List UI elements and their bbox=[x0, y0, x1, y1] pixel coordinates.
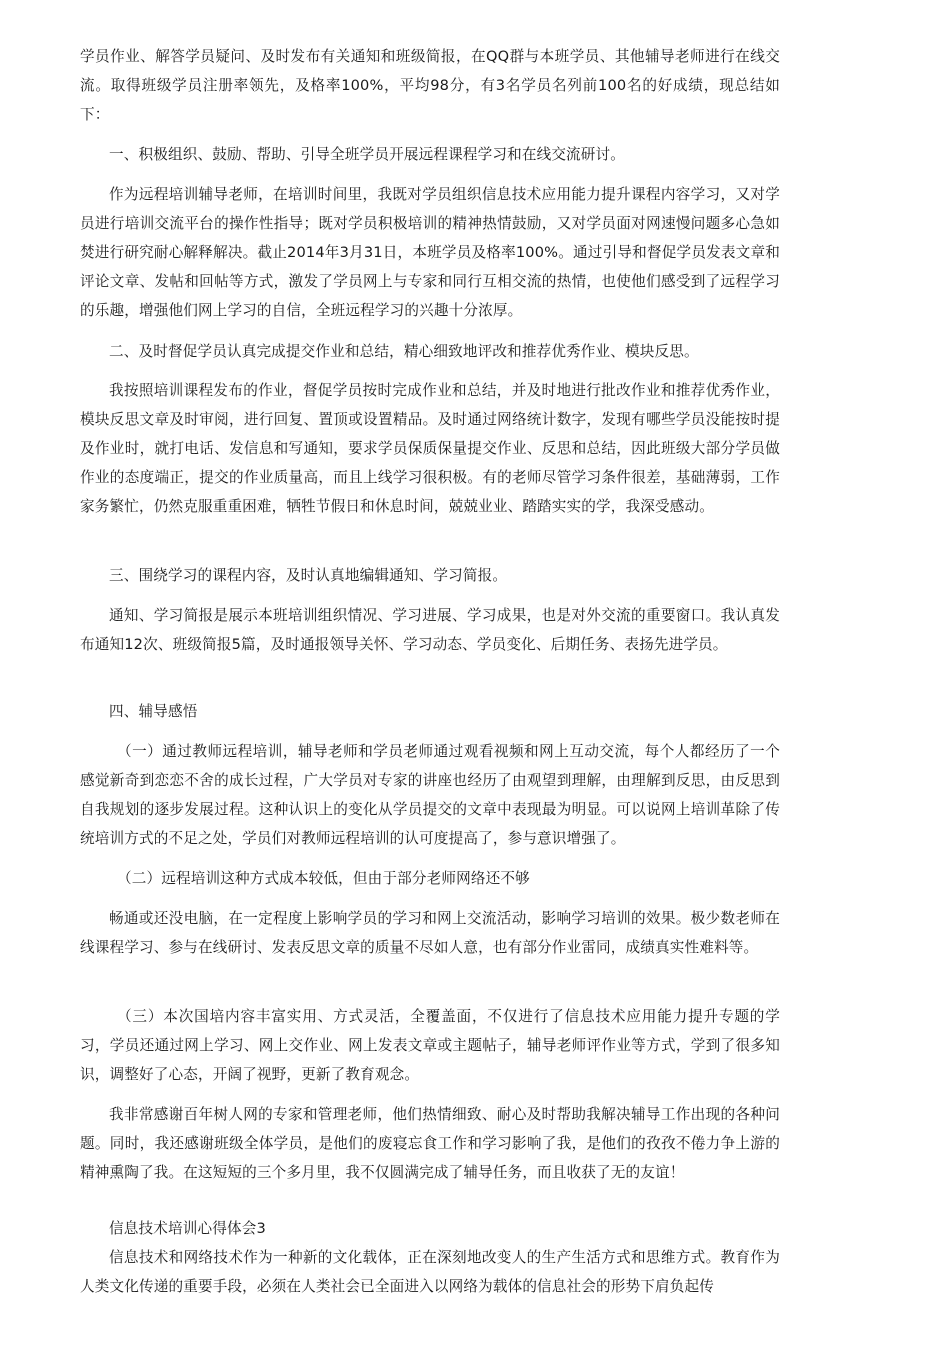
paragraph-section-1-body: 作为远程培训辅导老师，在培训时间里，我既对学员组织信息技术应用能力提升课程内容学习，又对学员进行培训交流平台的操作性指导；既对学员积极培训的精神热情鼓励，又对学员面对网速慢问题多心急如焚进行研究耐心解释解决。截止2014年3月31日，本班学员及格率100%。通过引导和督促学员发表文章和评论文章、发帖和回帖等方式，激发了学员网上与专家和同行互相交流的热情，也使他们感受到了远程学习的乐趣，增强他们网上学习的自信，全班远程学习的兴趣十分浓厚。 bbox=[80, 186, 780, 319]
paragraph-article-3-intro: 信息技术和网络技术作为一种新的文化载体，正在深刻地改变人的生产生活方式和思维方式。教育作为人类文化传递的重要手段，必须在人类社会已全面进入以网络为载体的信息社会的形势下肩负起传 bbox=[80, 1249, 780, 1295]
paragraph-insight-2-body: 畅通或还没电脑，在一定程度上影响学员的学习和网上交流活动，影响学习培训的效果。极少数老师在线课程学习、参与在线研讨、发表反思文章的质量不尽如人意，也有部分作业雷同，成绩真实性难料等。 bbox=[80, 910, 780, 956]
section-heading-2: 二、及时督促学员认真完成提交作业和总结，精心细致地评改和推荐优秀作业、模块反思。 bbox=[109, 343, 699, 360]
paragraph-intro-continuation: 学员作业、解答学员疑问、及时发布有关通知和班级简报，在QQ群与本班学员、其他辅导老师进行在线交流。取得班级学员注册率领先，及格率100%，平均98分，有3名学员名列前100名的好成绩，现总结如下： bbox=[80, 48, 780, 123]
paragraph-section-3-body: 通知、学习简报是展示本班培训组织情况、学习进展、学习成果，也是对外交流的重要窗口。我认真发布通知12次、班级简报5篇，及时通报领导关怀、学习动态、学员变化、后期任务、表扬先进学员。 bbox=[80, 607, 780, 653]
section-heading-1: 一、积极组织、鼓励、帮助、引导全班学员开展远程课程学习和在线交流研讨。 bbox=[109, 146, 626, 163]
article-title-3: 信息技术培训心得体会3 bbox=[109, 1220, 266, 1237]
paragraph-insight-1: （一）通过教师远程培训，辅导老师和学员老师通过观看视频和网上互动交流，每个人都经历了一个感觉新奇到恋恋不舍的成长过程，广大学员对专家的讲座也经历了由观望到理解，由理解到反思，由反思到自我规划的逐步发展过程。这种认识上的变化从学员提交的文章中表现最为明显。可以说网上培训革除了传统培训方式的不足之处，学员们对教师远程培训的认可度提高了，参与意识增强了。 bbox=[80, 743, 780, 847]
paragraph-insight-2-lead: （二）远程培训这种方式成本较低，但由于部分老师网络还不够 bbox=[117, 870, 530, 887]
section-heading-3: 三、围绕学习的课程内容，及时认真地编辑通知、学习简报。 bbox=[109, 567, 508, 584]
paragraph-insight-3: （三）本次国培内容丰富实用、方式灵活，全覆盖面，不仅进行了信息技术应用能力提升专题的学习，学员还通过网上学习、网上交作业、网上发表文章或主题帖子，辅导老师评作业等方式，学到了很多知识，调整好了心态，开阔了视野，更新了教育观念。 bbox=[80, 1008, 780, 1083]
paragraph-section-2-body: 我按照培训课程发布的作业，督促学员按时完成作业和总结，并及时地进行批改作业和推荐优秀作业，模块反思文章及时审阅，进行回复、置顶或设置精品。及时通过网络统计数字，发现有哪些学员没能按时提及作业时，就打电话、发信息和写通知，要求学员保质保量提交作业、反思和总结，因此班级大部分学员做作业的态度端正，提交的作业质量高，而且上线学习很积极。有的老师尽管学习条件很差，基础薄弱，工作家务繁忙，仍然克服重重困难，牺牲节假日和休息时间，兢兢业业、踏踏实实的学，我深受感动。 bbox=[80, 382, 780, 515]
paragraph-thanks: 我非常感谢百年树人网的专家和管理老师，他们热情细致、耐心及时帮助我解决辅导工作出现的各种问题。同时，我还感谢班级全体学员，是他们的废寝忘食工作和学习影响了我，是他们的孜孜不倦力争上游的精神熏陶了我。在这短短的三个多月里，我不仅圆满完成了辅导任务，而且收获了无的友谊！ bbox=[80, 1106, 780, 1181]
section-heading-4: 四、辅导感悟 bbox=[109, 703, 198, 720]
